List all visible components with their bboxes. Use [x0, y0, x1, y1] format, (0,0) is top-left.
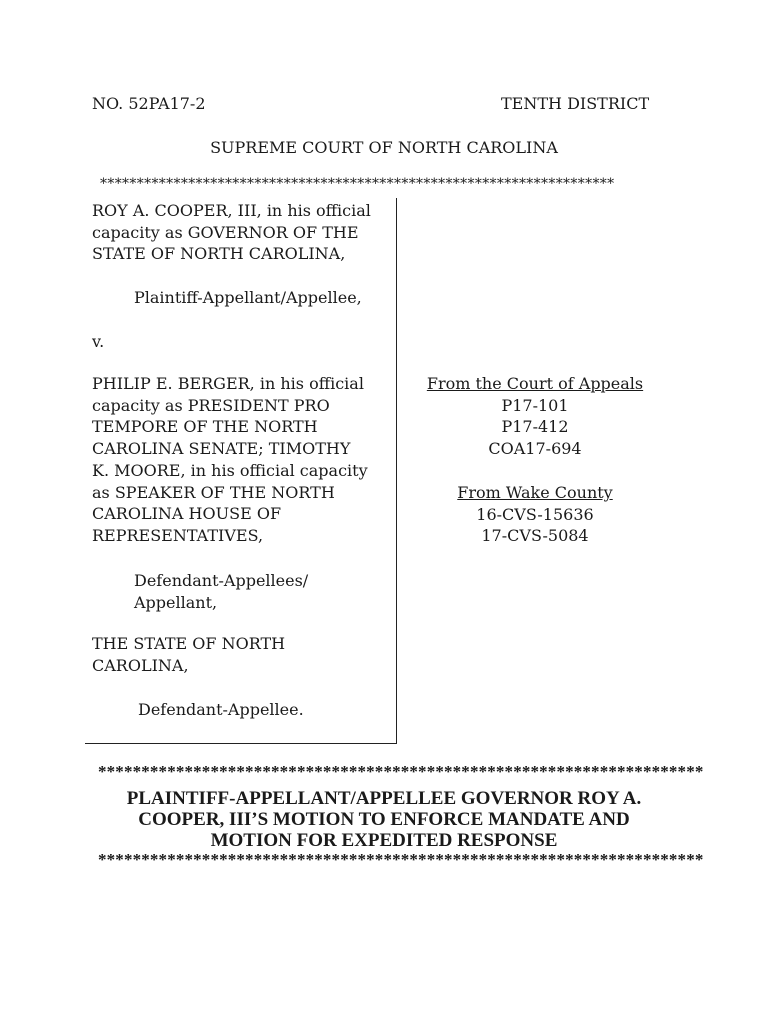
versus: v. [92, 332, 105, 351]
party-defendants [92, 373, 368, 547]
court-name: SUPREME COURT OF NORTH CAROLINA [210, 138, 558, 157]
party-plaintiff-line: capacity as GOVERNOR OF THE [92, 222, 359, 242]
party-defendants-line: REPRESENTATIVES, [92, 525, 264, 545]
party-defendants-line: TEMPORE OF THE NORTH [92, 417, 318, 437]
county-number: 17-CVS-5084 [481, 526, 589, 546]
party-state-role: Defendant-Appellee. [138, 700, 304, 719]
party-defendants-line: capacity as PRESIDENT PRO [92, 395, 330, 415]
party-plaintiff [92, 200, 371, 265]
party-state-line: CAROLINA, [92, 655, 189, 675]
separator-bottom-lower: ********************************************************************** [98, 850, 704, 869]
document-title-line: MOTION FOR EXPEDITED RESPONSE [210, 830, 558, 851]
appeals-origin [398, 373, 672, 460]
party-defendants-role [134, 570, 308, 613]
party-defendants-line: CAROLINA SENATE; TIMOTHY [92, 439, 351, 459]
appeals-number: COA17-694 [488, 439, 582, 459]
party-plaintiff-role: Plaintiff-Appellant/Appellee, [134, 288, 362, 307]
district-label: TENTH DISTRICT [501, 94, 650, 113]
party-state-line: THE STATE OF NORTH [92, 634, 286, 653]
document-title-line: PLAINTIFF-APPELLANT/APPELLEE GOVERNOR ROY A. [126, 788, 642, 809]
document-title-line: COOPER, III’S MOTION TO ENFORCE MANDATE AND [138, 809, 630, 830]
party-plaintiff-line: STATE OF NORTH CAROLINA, [92, 244, 346, 264]
caption-divider-vertical [396, 198, 397, 744]
caption-divider-horizontal [85, 743, 397, 744]
party-defendants-line: PHILIP E. BERGER, in his official [92, 374, 364, 393]
party-defendants-role-line: Appellant, [134, 592, 218, 612]
party-state [92, 633, 285, 676]
appeals-number: P17-101 [501, 395, 569, 415]
case-number: NO. 52PA17-2 [92, 94, 206, 113]
county-heading: From Wake County [457, 483, 613, 502]
county-origin [398, 482, 672, 547]
party-plaintiff-line: ROY A. COOPER, III, in his official [92, 201, 371, 220]
separator-top: ********************************************************************** [100, 176, 615, 192]
party-defendants-role-line: Defendant-Appellees/ [134, 571, 309, 590]
appeals-number: P17-412 [501, 417, 569, 437]
document-title [0, 788, 768, 851]
party-defendants-line: CAROLINA HOUSE OF [92, 504, 282, 524]
party-defendants-line: as SPEAKER OF THE NORTH [92, 482, 335, 502]
county-number: 16-CVS-15636 [476, 504, 594, 524]
appeals-heading: From the Court of Appeals [426, 374, 644, 393]
party-defendants-line: K. MOORE, in his official capacity [92, 460, 368, 480]
separator-bottom-upper: ********************************************************************** [98, 762, 704, 781]
